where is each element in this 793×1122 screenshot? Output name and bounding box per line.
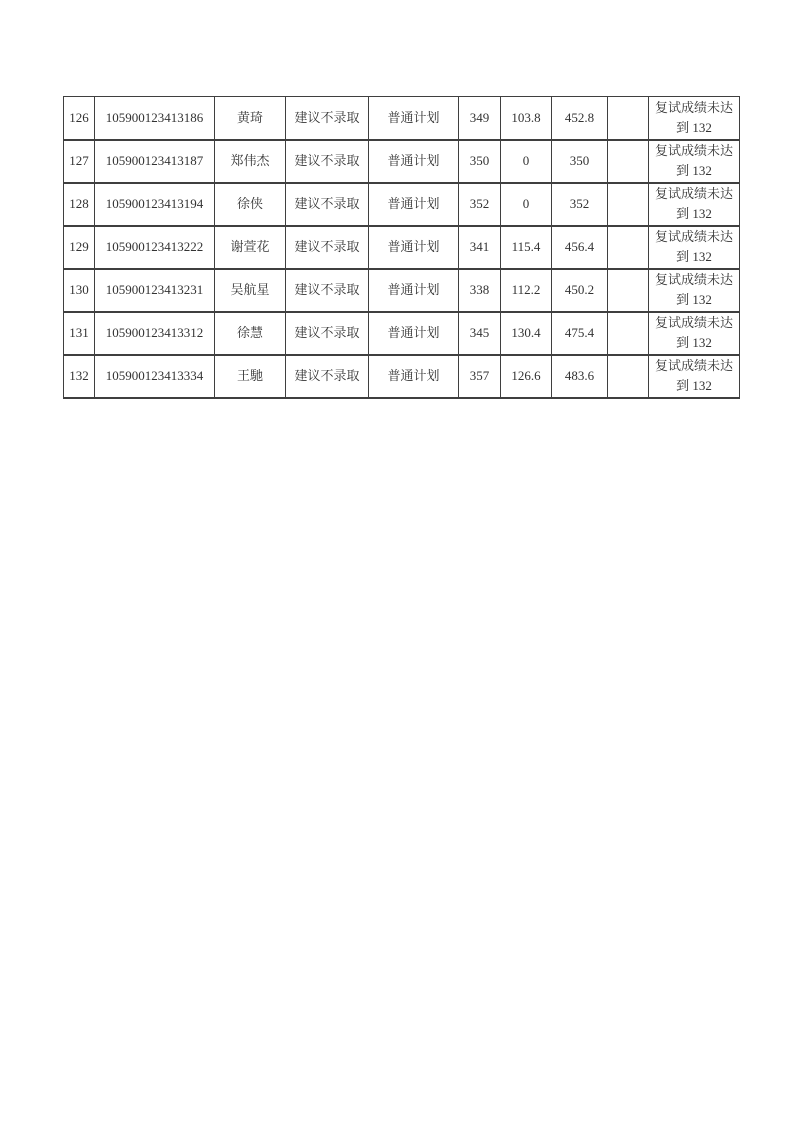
cell-blank	[608, 140, 649, 183]
cell-admission-opinion: 建议不录取	[286, 226, 369, 269]
cell-blank	[608, 312, 649, 355]
cell-name: 黄琦	[215, 97, 286, 140]
cell-total-score: 456.4	[552, 226, 608, 269]
cell-retest-score: 103.8	[501, 97, 552, 140]
cell-name: 谢萱花	[215, 226, 286, 269]
cell-plan-type: 普通计划	[369, 355, 459, 398]
cell-blank	[608, 183, 649, 226]
cell-initial-score: 357	[459, 355, 501, 398]
table-row	[64, 355, 740, 398]
cell-initial-score: 338	[459, 269, 501, 312]
cell-blank	[608, 355, 649, 398]
cell-remark: 复试成绩未达到 132	[649, 226, 740, 269]
cell-name: 徐侠	[215, 183, 286, 226]
cell-candidate-no: 105900123413186	[95, 97, 215, 140]
cell-admission-opinion: 建议不录取	[286, 355, 369, 398]
cell-admission-opinion: 建议不录取	[286, 269, 369, 312]
cell-name: 吴航星	[215, 269, 286, 312]
cell-initial-score: 352	[459, 183, 501, 226]
cell-remark: 复试成绩未达到 132	[649, 97, 740, 140]
admission-results-table	[63, 96, 740, 399]
table-row	[64, 312, 740, 355]
cell-name: 徐慧	[215, 312, 286, 355]
cell-retest-score: 112.2	[501, 269, 552, 312]
cell-candidate-no: 105900123413231	[95, 269, 215, 312]
cell-total-score: 483.6	[552, 355, 608, 398]
cell-candidate-no: 105900123413194	[95, 183, 215, 226]
cell-total-score: 475.4	[552, 312, 608, 355]
cell-candidate-no: 105900123413312	[95, 312, 215, 355]
cell-seq: 128	[64, 183, 95, 226]
table-row	[64, 140, 740, 183]
cell-blank	[608, 226, 649, 269]
cell-plan-type: 普通计划	[369, 140, 459, 183]
cell-plan-type: 普通计划	[369, 97, 459, 140]
cell-seq: 132	[64, 355, 95, 398]
cell-seq: 127	[64, 140, 95, 183]
cell-retest-score: 130.4	[501, 312, 552, 355]
cell-seq: 130	[64, 269, 95, 312]
cell-plan-type: 普通计划	[369, 312, 459, 355]
table-row	[64, 97, 740, 140]
cell-admission-opinion: 建议不录取	[286, 97, 369, 140]
cell-initial-score: 341	[459, 226, 501, 269]
cell-retest-score: 0	[501, 140, 552, 183]
cell-remark: 复试成绩未达到 132	[649, 140, 740, 183]
table-row	[64, 226, 740, 269]
cell-admission-opinion: 建议不录取	[286, 312, 369, 355]
table-row	[64, 183, 740, 226]
cell-initial-score: 349	[459, 97, 501, 140]
cell-initial-score: 345	[459, 312, 501, 355]
cell-remark: 复试成绩未达到 132	[649, 355, 740, 398]
cell-total-score: 352	[552, 183, 608, 226]
cell-retest-score: 0	[501, 183, 552, 226]
cell-candidate-no: 105900123413187	[95, 140, 215, 183]
cell-plan-type: 普通计划	[369, 269, 459, 312]
cell-total-score: 450.2	[552, 269, 608, 312]
cell-candidate-no: 105900123413222	[95, 226, 215, 269]
cell-blank	[608, 97, 649, 140]
cell-retest-score: 126.6	[501, 355, 552, 398]
cell-initial-score: 350	[459, 140, 501, 183]
cell-blank	[608, 269, 649, 312]
cell-remark: 复试成绩未达到 132	[649, 269, 740, 312]
cell-plan-type: 普通计划	[369, 183, 459, 226]
cell-admission-opinion: 建议不录取	[286, 183, 369, 226]
table-row	[64, 269, 740, 312]
cell-total-score: 452.8	[552, 97, 608, 140]
cell-name: 郑伟杰	[215, 140, 286, 183]
cell-candidate-no: 105900123413334	[95, 355, 215, 398]
cell-remark: 复试成绩未达到 132	[649, 312, 740, 355]
cell-total-score: 350	[552, 140, 608, 183]
cell-admission-opinion: 建议不录取	[286, 140, 369, 183]
cell-plan-type: 普通计划	[369, 226, 459, 269]
cell-seq: 131	[64, 312, 95, 355]
cell-retest-score: 115.4	[501, 226, 552, 269]
cell-seq: 129	[64, 226, 95, 269]
cell-seq: 126	[64, 97, 95, 140]
cell-remark: 复试成绩未达到 132	[649, 183, 740, 226]
cell-name: 王馳	[215, 355, 286, 398]
